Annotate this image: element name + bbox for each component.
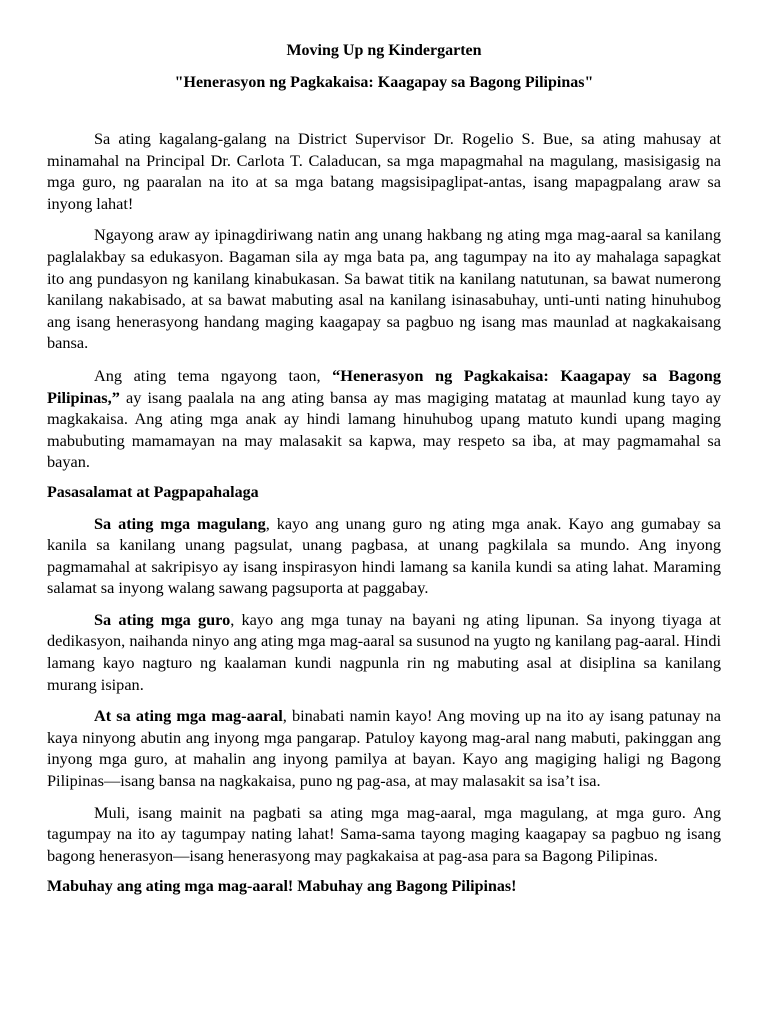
paragraph-final-greeting: Muli, isang mainit na pagbati sa ating mga mag-aaral, mga magulang, at mga guro. Ang tagumpay na ito ay tagumpay nating lahat! Sama-sama tayong maging kaagapay sa pagbuo ng isang bagong henerasyon—isang henerasyong may pagkakaisa at pag-asa para sa Bagong Pilipinas. — [47, 802, 721, 865]
paragraph-greeting: Sa ating kagalang-galang na District Supervisor Dr. Rogelio S. Bue, sa ating mahusay at minamahal na Principal Dr. Carlota T. Caladucan, sa mga mapagmahal na magulang, masisigasig na mga guro, ng paaralan na ito at sa mga batang magsisipaglipat-antas, isang mapagpalang araw sa inyong lahat! — [47, 129, 721, 213]
document-title: Moving Up ng Kindergarten — [286, 42, 482, 59]
closing-line: Mabuhay ang ating mga mag-aaral! Mabuhay ang Bagong Pilipinas! — [47, 878, 517, 896]
paragraph-teachers — [47, 609, 721, 695]
students-rest: , binabati namin kayo! Ang moving up na ito ay isang patunay na kaya ninyong abutin ang inyong mga pangarap. Patuloy kayong mag-aral nang mabuti, pakinggan ang inyong mga guro, at mahalin ang inyong pamilya at bayan. Kayo ang magiging haligi ng Bagong Pilipinas—isang bansa na nagkakaisa, puno ng pag-asa, at may malasakit sa isa’t isa. — [47, 706, 721, 791]
paragraph-students — [47, 705, 721, 791]
paragraph-parents — [47, 513, 721, 599]
parents-rest: , kayo ang unang guro ng ating mga anak. Kayo ang gumabay sa kanila sa kanilang unang pagsulat, unang pagbasa, at unang pagkilala sa mundo. Ang inyong pagmamahal at sakripisyo ay isang inspirasyon hindi lamang sa kanila kundi sa ating lahat. Maraming salamat sa inyong walang sawang pagsuporta at paggabay. — [47, 513, 722, 598]
theme-rest: ay isang paalala na ang ating bansa ay mas magiging matatag at maunlad kung tayo ay magkakaisa. Ang ating mga anak ay hindi lamang hinuhubog upang matuto kundi upang maging mabubuting mamamayan na may malasakit sa kapwa, may respeto sa iba, at may pagmamahal sa bayan. — [47, 387, 721, 472]
paragraph-theme — [47, 365, 721, 473]
teachers-lead: Sa ating mga guro — [94, 609, 231, 629]
paragraph-celebration: Ngayong araw ay ipinagdiriwang natin ang unang hakbang ng ating mga mag-aaral sa kanilang paglalakbay sa edukasyon. Bagaman sila ay mga bata pa, ang tagumpay na ito ay mahalaga sapagkat ito ang pundasyon ng kanilang kinabukasan. Sa bawat titik na kanilang natutunan, sa bawat numerong kanilang nakabisado, at sa bawat mabuting asal na kanilang isinasabuhay, unti-unti nating hinuhubog ang isang henerasyong handang maging kaagapay sa pagbuo ng isang mas maunlad at nagkakaisang bansa. — [47, 225, 721, 353]
section-heading: Pasasalamat at Pagpapahalaga — [47, 483, 259, 501]
students-lead: At sa ating mga mag-aaral — [94, 706, 283, 726]
parents-lead: Sa ating mga magulang — [94, 513, 266, 533]
theme-quote: “Henerasyon ng Pagkakaisa: Kaagapay sa Bagong Pilipinas,” — [47, 365, 721, 407]
document-subtitle: "Henerasyon ng Pagkakaisa: Kaagapay sa Bagong Pilipinas" — [174, 74, 594, 91]
document-page — [47, 40, 721, 898]
theme-lead: Ang ating tema ngayong taon, — [94, 365, 333, 385]
teachers-rest: , kayo ang mga tunay na bayani ng ating lipunan. Sa inyong tiyaga at dedikasyon, naihanda ninyo ang ating mga mag-aaral sa susunod na yugto ng kanilang pag-aaral. Hindi lamang kayo nagturo ng kaalaman kundi nagpunla rin ng mabuting asal at disiplina sa kanilang murang isipan. — [47, 609, 721, 694]
